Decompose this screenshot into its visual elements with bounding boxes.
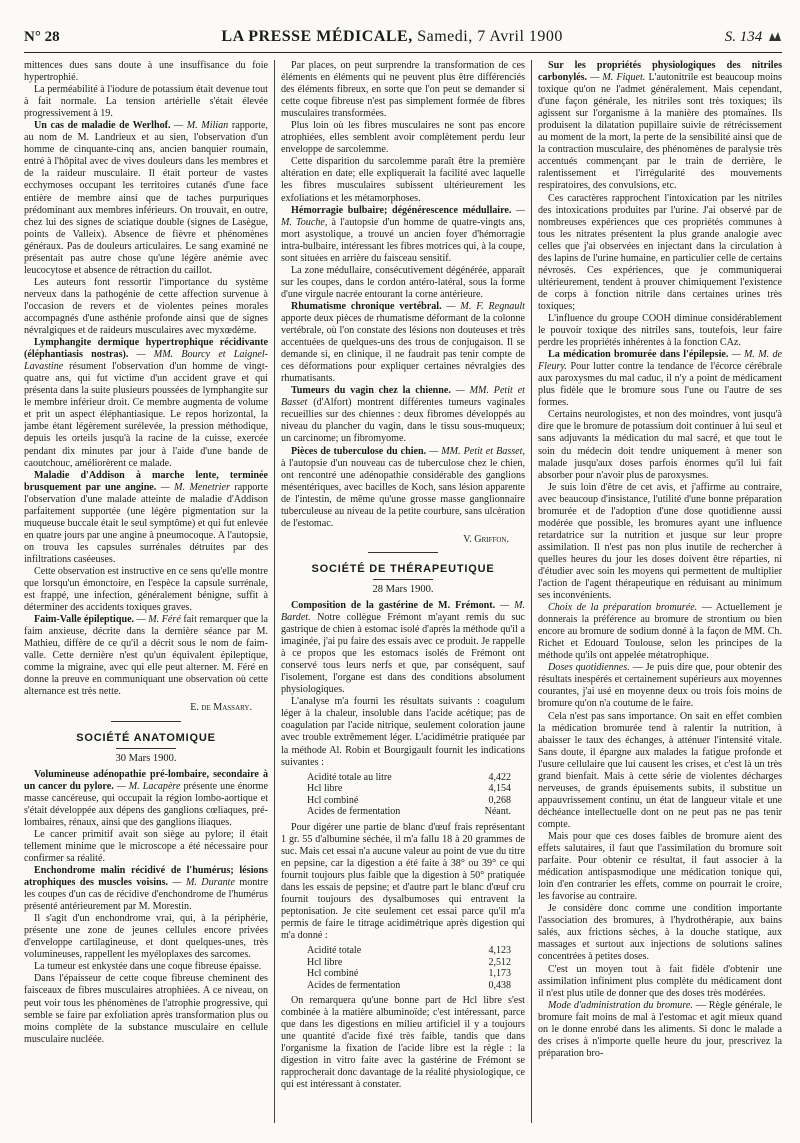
subsection-choix <box>538 602 782 662</box>
paragraph: Les auteurs font ressortir l'importance du système nerveux dans la pathogénie de cette affection survenue à l'occasion de revers et de violentes peines morales accompagnés d'une asthénie profonde ainsi que de signes névralgiques et de raideurs musculaires avec myxœdème. <box>24 276 268 337</box>
table-cell-label: Acides de fermentation <box>307 806 401 818</box>
article-hemorragie <box>281 205 525 265</box>
article-text: à l'autopsie d'un nouveau cas de tuberculose chez le chien, ont rencontré une adénopathie considérable des ganglions mésentériques, avec bacilles de Koch, sans lésion apparente de l'intestin, de même qu'une grosse masse ganglionnaire tuberculeuse au niveau de la petite courbure, sans ulcération de l'estomac. <box>281 457 525 529</box>
issue-date: Samedi, 7 Avril 1900 <box>417 28 563 45</box>
paragraph: Cette observation est instructive en ce sens qu'elle montre que lorsqu'un émonctoire, en l'espèce la capsule surrénale, est frappé, une infection, généralement bénigne, suffit à déterminer des accidents toxiques graves. <box>24 565 268 614</box>
article-text: présente une énorme masse cancéreuse, qui occupait la région lombo-aortique et s'était développée aux dépens des ganglions cœliaques, pré-lombaires, rénaux, ainsi que des ganglions iliaques. <box>24 780 268 828</box>
paragraph: Plus loin où les fibres musculaires ne sont pas encore atrophiées, elles semblent avoir complètement perdu leur enveloppe de sarcolemme. <box>281 120 525 156</box>
paragraph: Mais pour que ces doses faibles de bromure aient des effets salutaires, il faut que l'assimilation du bromure soit parfaite. Pour obtenir ce résultat, il faut associer à la médication antispasmodique une médication tonique qui, loin d'en contrarier les effets, comme on pourrait le croire, les favorise au contraire. <box>538 831 782 903</box>
society-header <box>24 732 268 765</box>
issue-number: N° 28 <box>24 29 60 45</box>
paragraph: L'influence du groupe COOH diminue considérablement le pouvoir toxique des nitriles sans, toutefois, leur faire perdre les propriétés inhérentes à la fonction CAz. <box>538 312 782 349</box>
paragraph: Je considère donc comme une condition importante l'association des bromures, à l'hydrothérapie, aux bains salés, aux frictions sèches, à la douche statique, aux massages et surtout aux injections de solutions salines concentrées à petites doses. <box>538 903 782 963</box>
paragraph: Cette disparition du sarcolemme paraît être la première altération en date; elle expliquerait la facilité avec laquelle les fibres musculaires subissent ultérieurement les exfoliations et les métamorphoses. <box>281 156 525 204</box>
article-text: rapporte, au nom de M. Landrieux et au sien, l'observation d'un homme de cinquante-cinq ans, ancien banquier roumain, entré à l'hôpital avec de vives douleurs dans les membres et de la raideur musculaire. Il était porteur de vastes ecchymoses occupant les territoires cutanés d'une face entière de membre ainsi que de taches purpuriques prédominant aux membres inférieurs. On trouvait, en outre, chez lui des signes de sciatique double (signes de Lasègue, points de Valleix). Absence de fièvre et phénomènes généraux. Pas de douleurs articulaires. Le sang examiné ne présentait pas autre chose qu'une légère anémie avec leucocytose et absence de rétraction du caillot. <box>24 120 268 276</box>
paragraph: Pour digérer une partie de blanc d'œuf frais représentant 1 gr. 55 d'albumine séchée, il m'a fallu 18 à 20 grammes de suc. Mais cet essai n'a aucune valeur au point de vue du titre en pepsine, car la digestion a été faite à 38° ou 39° ce qui fournit toujours plus faible que la digestion à 50° pratiquée dans les essais de pepsine; et d'autre part le blanc d'œuf cru fournit toujours des dysalbumoses qui entravent la peptonisation. Je cite seulement cet essai parce qu'il m'a permis de faire le titrage acidimétrique après digestion qui m'a donné : <box>281 821 525 942</box>
article-heading: Faim-Valle épileptique. <box>34 614 135 626</box>
article-text: (d'Alfort) montrent différentes tumeurs vaginales recueillies sur des chiennes : deux fibromes développés au niveau du plancher du vagin, dans le tissu sous-muqueux; un carcinome; un fibromyome. <box>281 397 525 445</box>
article-text: rapporte l'observation d'une malade atteinte de maladie d'Addison parfaitement supportée (une légère pigmentation sur la muqueuse buccale était le seul symptôme) et qui fut enlevée en quatre jours par une angine à pneumocoque. A l'autopsie, on trouva les capsules surrénales détruites par des infiltrations caséeuses. <box>24 481 268 565</box>
article-rhumatisme <box>281 301 525 385</box>
divider <box>368 552 438 553</box>
article-text: résument l'observation d'un homme de vingt-quatre ans, qui fut victime d'un accident grave et qui présenta dans la suite plusieurs poussées de lymphangite sur le membre inférieur droit. Ce membre augmenta de volume et prit un aspect éléphantiasique. Le repos horizontal, la jambe étant légèrement surélevée, la pression méthodique, depuis les orteils jusqu'à la racine de la cuisse, exercée pendant dix minutes par jour à l'aide d'une bande de caoutchouc, améliorèrent ce malade. <box>24 361 268 469</box>
article-gasterine <box>281 600 525 696</box>
article-heading: Volumineuse adénopathie pré-lombaire, secondaire à un cancer du pylore. <box>24 768 268 792</box>
table-cell-value: 4,154 <box>488 783 511 795</box>
article-nitriles <box>538 60 782 193</box>
table-cell-label: Acides de fermentation <box>307 979 401 991</box>
article-adenopathie <box>24 769 268 829</box>
table-cell-value: 4,123 <box>488 945 511 957</box>
society-title: SOCIÉTÉ DE THÉRAPEUTIQUE <box>311 562 495 575</box>
subsection-mode <box>538 1000 782 1060</box>
masthead <box>221 28 563 46</box>
article-lymphangite <box>24 337 268 470</box>
article-author: — MM. Petit et Basset, <box>429 445 525 457</box>
article-heading: Enchondrome malin récidivé de l'humérus; lésions atrophiques des muscles voisins. <box>24 865 268 889</box>
subsection-heading: Mode d'administration du bromure. <box>548 999 693 1011</box>
article-columns <box>24 60 782 1123</box>
article-text: Notre collègue Frémont m'ayant remis du suc gastrique de chien à estomac isolé d'après la méthode qu'il a imaginée, j'ai pu faire des essais avec ce produit. Je rappelle à ce propos que les estomacs isolés de Frémont ont conservé tous leurs nerfs et que, par conséquent, sauf l'isolement, l'organe est dans des conditions absolument physiologiques. <box>281 612 525 696</box>
paragraph: Ces caractères rapprochent l'intoxication par les nitriles des intoxications produites par l'urine. J'ai observé par de nombreuses expériences que ces propriétés communes à tous les nitrates présentent la plus grande analogie avec celles que j'ai observées en injectant dans la circulation à des lapins de l'urine humaine, en particulier celle de certains névrosés. Ces expériences, que je communiquerai ultérieurement, tendent à prouver chimiquement l'existence de corps à fonction nitrile dans certaines urines très toxiques; <box>538 192 782 312</box>
article-heading: Maladie d'Addison à marche lente, terminée brusquement par une angine. <box>24 469 268 493</box>
article-werlhof <box>24 120 268 277</box>
divider <box>116 748 176 749</box>
divider <box>111 721 181 722</box>
column-2 <box>274 60 525 1123</box>
article-heading: Composition de la gastérine de M. Frémont. <box>291 599 496 611</box>
article-author: — M. Touche, <box>281 204 525 228</box>
article-heading: Sur les propriétés physiologiques des nitriles carbonylés. <box>538 60 782 84</box>
article-heading: Lymphangite dermique hypertrophique récidivante (éléphantiasis nostras). <box>24 337 268 361</box>
paragraph: C'est un moyen tout à fait fidèle d'obtenir une assimilation infiniment plus complète du médicament dont il n'est plus utile de donner que des doses très modérées. <box>538 963 782 999</box>
paragraph: La tumeur est enkystée dans une coque fibreuse épaisse. <box>34 961 262 973</box>
article-author: — M. Milian <box>174 120 229 132</box>
ornament-icon <box>768 31 782 43</box>
article-tuberculose <box>281 446 525 530</box>
signature: E. de Massary. <box>190 702 252 714</box>
table-row <box>305 772 513 784</box>
article-author: — M. Durante <box>172 877 235 889</box>
divider <box>373 579 433 580</box>
article-author: — M. M. de Fleury. <box>538 349 782 373</box>
analysis-table-2 <box>305 945 513 991</box>
paragraph: Je suis loin d'être de cet avis, et j'affirme au contraire, avec beaucoup d'insistance, l'utilité d'une bonne préparation bromurée et de l'adoption d'une dose quotidienne aussi modérée que possible, les bromures ayant une influence retardatrice sur la nutrition et jusque sur leur propre assimilation. Il n'est pas non plus inutile de rechercher à quelles heures du jour les doses doivent être réparties, ni d'étudier avec soin les moyens qui permettent de multiplier l'action de l'agent thérapeutique en réduisant au minimum ses inconvénients. <box>538 481 782 602</box>
article-heading: Rhumatisme chronique vertébral. <box>291 300 442 312</box>
table-cell-label: Acidité totale <box>307 945 362 957</box>
article-tumeurs-vagin <box>281 385 525 445</box>
paragraph: Certains neurologistes, et non des moindres, vont jusqu'à dire que le bromure de potassium doit continuer à lui seul et sans adjuvants la médication du mal sacré, et que tout le soin du médecin doit tendre uniquement à mener son malade jusqu'aux doses parfois énormes qu'il lui fait absorber pour n'avoir plus de paroxysmes. <box>538 409 782 481</box>
paragraph: mittences dues sans doute à une insuffisance du foie hypertrophié. <box>24 60 268 84</box>
article-faim-valle <box>24 614 268 698</box>
article-enchondrome <box>24 865 268 913</box>
page-header <box>24 28 782 53</box>
table-row <box>305 806 513 818</box>
table-cell-value: 0,438 <box>488 979 511 991</box>
journal-title: LA PRESSE MÉDICALE, <box>221 28 413 45</box>
society-title: SOCIÉTÉ ANATOMIQUE <box>76 731 216 744</box>
article-author: — MM. Bourcy et Laignel-Lavastine <box>24 349 268 373</box>
article-text: Pour lutter contre la tendance de l'écorce cérébrale aux paroxysmes du mal caduc, il n'y a point de médicament plus fidèle que le bromure sous l'une ou l'autre de ses formes. <box>538 361 782 409</box>
table-cell-value: 2,512 <box>488 956 511 968</box>
table-cell-value: 0,268 <box>488 794 511 806</box>
paragraph: L'analyse m'a fourni les résultats suivants : coagulum léger à la chaleur, insoluble dans l'acide acétique; pas de coagulation par l'acide nitrique, seulement coloration jaune avec trouble extrêmement léger. L'acidimétrie pratiquée par la méthode Al. Robin et Bourgigault fournit les indications suivantes : <box>281 696 525 768</box>
article-heading: La médication bromurée dans l'épilepsie. <box>548 349 729 361</box>
table-row <box>305 945 513 957</box>
article-addison <box>24 470 268 566</box>
subsection-doses <box>538 662 782 710</box>
subsection-text: — Règle générale, le bromure fait moins de mal à l'estomac et agit mieux quand on le donne enrobé dans les aliments. Si donc le malade a des crises à n'importe quelle heure du jour, prescrivez la préparation bro- <box>538 999 782 1059</box>
article-heading: Pièces de tuberculose du chien. <box>291 445 427 457</box>
signature: V. Griffon. <box>463 533 509 545</box>
society-date: 30 Mars 1900. <box>115 752 177 764</box>
article-author: — M. F. Regnault <box>446 300 525 312</box>
article-text: montre les coupes d'un cas de récidive d'enchondrome de l'humérus présenté antérieurement par M. Morestin. <box>24 877 268 913</box>
table-cell-label: Acidité totale au litre <box>307 771 392 783</box>
table-cell-label: Hcl combiné <box>307 968 359 980</box>
table-cell-label: Hcl libre <box>307 783 343 795</box>
article-author: — M. Bardet. <box>281 599 525 624</box>
article-bromuree <box>538 349 782 409</box>
paragraph: Dans l'épaisseur de cette coque fibreuse cheminent des faisceaux de fibres musculaires atrophiées. A ce niveau, on peut voir tous les phénomènes de l'atrophie progressive, qui semble se faire par exfoliation après transformation plus ou moins complète de la substance musculaire en cellule musculaire nucléée. <box>24 973 268 1045</box>
table-cell-value: Néant. <box>484 806 511 818</box>
subsection-text: — Actuellement je donnerais la préférence au bromure de strontium ou bien encore au bromure de sodium donné à la façon de MM. Ch. Richet et Edouard Toulouse, selon les principes de la méthode qu'ils ont appelée métatrophique. <box>538 602 782 662</box>
article-text: apporte deux pièces de rhumatisme déformant de la colonne vertébrale, où l'on constate des lésions non douteuses et très accentuées de quelques-uns des trous de conjugaison. Il se demande si, en clinique, il ne faudrait pas tenir compte de ces déformations pour expliquer certaines névralgies des rhumatisants. <box>281 312 525 385</box>
article-author: — M. Féré <box>136 614 181 626</box>
page-number-text: S. 134 <box>724 29 763 45</box>
table-row <box>305 957 513 969</box>
paragraph: On remarquera qu'une bonne part de Hcl libre s'est combinée à la matière albuminoïde; c'est intéressant, parce que dans les digestions en milieu artificiel il y a toujours une quantité d'acide fixé très faible, tandis que dans l'organisme la fixation de l'acide libre est la règle : la digestion in vitro faite avec la gastérine de Frémont se rapprocherait donc davantage de la réalité physiologique, ce qui est intéressant à constater. <box>281 995 525 1091</box>
society-date: 28 Mars 1900. <box>372 583 434 595</box>
article-heading: Un cas de maladie de Werlhof. <box>34 120 171 132</box>
table-row <box>305 795 513 807</box>
article-heading: Tumeurs du vagin chez la chienne. <box>291 385 451 397</box>
page-number <box>725 29 782 46</box>
table-cell-value: 4,422 <box>488 771 511 783</box>
article-author: — M. Fiquet. <box>590 72 646 84</box>
article-text: à l'autopsie d'un homme de quatre-vingts ans, mort asystolique, a trouvé un ancien foyer d'hémorragie intra-bulbaire, intéressant les fibres motrices qui, à la coupe, sont situées en arrière du faisceau sensitif. <box>281 216 525 264</box>
paragraph: La perméabilité à l'iodure de potassium était devenue tout à fait normale. La tension artérielle s'était élevée progressivement à 19. <box>24 84 268 120</box>
table-cell-label: Hcl libre <box>307 956 343 968</box>
paragraph: Cela n'est pas sans importance. On sait en effet combien la médication bromurée tend à ralentir la nutrition, à abaisser le taux des échanges, à atténuer l'intensité vitale. Sans doute, il épargne aux malades la fatigue profonde et l'usure cellulaire que lui causent les crises, et c'est là un très grand bienfait. Mais à cette série de violentes décharges nerveuses, de grands épuisements subits, il substitue un appauvrissement continu, un état de langueur vitale et une déchéance intellectuelle dont on ne peut pas ne pas tenir compte. <box>538 710 782 830</box>
subsection-text: — Je puis dire que, pour obtenir des résultats inespérés et certainement supérieurs aux moyennes courantes, j'ai usé en moyenne deux ou trois fois moins de bromure qu'on n'a coutume de le faire. <box>538 662 782 710</box>
table-cell-label: Hcl combiné <box>307 794 359 806</box>
paragraph: La zone médullaire, consécutivement dégénérée, apparaît sur les coupes, dans le cordon antéro-latéral, sous la forme d'une virgule nacrée entourant la corne antérieure. <box>281 264 525 300</box>
article-text: fait remarquer que la faim anxieuse, décrite dans la dernière séance par M. Mathieu, diffère de ce qu'il a décrit sous le nom de faim-valle. Cette dernière n'est qu'un équivalent épileptique, comme la migraine, avec qui elle peut alterner. M. Féré en donne la preuve en communiquant une observation où cette alternance est très nette. <box>24 614 268 698</box>
article-author: — MM. Petit et Basset <box>281 385 525 409</box>
article-author: — M. Menetrier <box>160 481 230 493</box>
article-heading: Hémorragie bulbaire; dégénérescence médullaire. <box>291 204 512 216</box>
society-header <box>281 563 525 596</box>
paragraph: Le cancer primitif avait son siège au pylore; il était tellement minime que le microscope a été nécessaire pour confirmer sa réalité. <box>24 828 268 864</box>
article-text: L'autonitrile est beaucoup moins toxique qu'on ne l'admet généralement. Mais cependant, d'une façon générale, les nitriles sont très toxiques; ils agissent sur l'organisme à la manière des ptomaïnes. Ils produisent la dilatation pupillaire suivie de rétrécissement au moment de la mort, la perte de la sensibilité ainsi que de la contraction musculaire, des phénomènes de paralysie très accentués commençant par le train de derrière, le ralentissement et l'irrégularité des mouvements respiratoires, des convulsions, etc. <box>538 72 782 192</box>
table-cell-value: 1,173 <box>488 968 511 980</box>
paragraph: Par places, on peut surprendre la transformation de ces éléments en éléments qui ne peuvent plus être différenciés des éléments fibreux, en sorte que l'on peut se demander si cette coque fibreuse n'est pas simplement formée de fibres musculaires transformées. <box>281 60 525 120</box>
paragraph: Il s'agit d'un enchondrome vrai, qui, à la périphérie, présente une zone de jeunes cellules encore privées d'enveloppe cartilagineuse, et dont quelques-unes, très volumineuses, rappellent les myéloplaxes des sarcomes. <box>24 913 268 961</box>
analysis-table-1 <box>305 772 513 818</box>
table-row <box>305 980 513 992</box>
subsection-heading: Choix de la préparation bromurée. <box>548 602 698 614</box>
article-author: — M. Lacapère <box>116 780 181 792</box>
table-row <box>305 968 513 980</box>
column-3 <box>531 60 782 1123</box>
column-1 <box>24 60 268 1123</box>
table-row <box>305 783 513 795</box>
subsection-heading: Doses quotidiennes. <box>548 662 630 674</box>
